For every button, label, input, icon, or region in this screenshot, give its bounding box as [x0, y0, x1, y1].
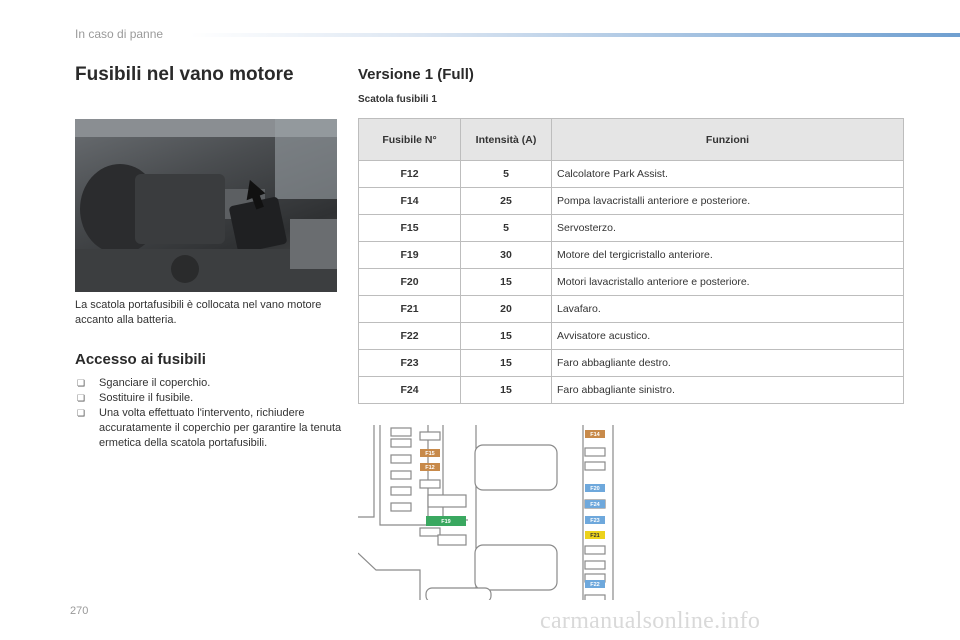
table-row: [359, 350, 904, 377]
fuse-number: F21: [359, 296, 461, 323]
fuse-number: F14: [359, 188, 461, 215]
fuse-amperage: 15: [461, 323, 552, 350]
table-row: [359, 269, 904, 296]
fuse-number: F12: [359, 161, 461, 188]
fuse-f14-label: F14: [590, 432, 600, 438]
page-title: Fusibili nel vano motore: [75, 64, 294, 85]
fuse-number: F23: [359, 350, 461, 377]
fuse-function: Motore del tergicristallo anteriore.: [552, 242, 904, 269]
fuse-f22-label: F22: [590, 582, 600, 588]
page-number: 270: [70, 605, 89, 617]
table-row: [359, 215, 904, 242]
fuse-function: Pompa lavacristalli anteriore e posteriore.: [552, 188, 904, 215]
table-row: [359, 161, 904, 188]
photo-caption: La scatola portafusibili è collocata nel vano motore accanto alla batteria.: [75, 299, 322, 326]
table-row: [359, 242, 904, 269]
fuse-function: Calcolatore Park Assist.: [552, 161, 904, 188]
fuse-amperage: 15: [461, 377, 552, 404]
list-item: [75, 376, 345, 391]
fuse-number: F22: [359, 323, 461, 350]
fuse-amperage: 5: [461, 215, 552, 242]
fuse-number: F15: [359, 215, 461, 242]
fuse-amperage: 15: [461, 269, 552, 296]
fuse-function: Motori lavacristallo anteriore e posteriore.: [552, 269, 904, 296]
step-text: Una volta effettuato l'intervento, richiudere accuratamente il coperchio per garantire la tenuta ermetica della scatola portafusibili.: [99, 407, 342, 449]
fuse-box-diagram: [358, 425, 618, 600]
fuse-amperage: 15: [461, 350, 552, 377]
fuse-amperage: 20: [461, 296, 552, 323]
fuse-table: [358, 118, 904, 404]
fuse-function: Servosterzo.: [552, 215, 904, 242]
fuse-function: Avvisatore acustico.: [552, 323, 904, 350]
header-rule: [190, 33, 960, 37]
checkbox-bullet-icon: ❏: [77, 393, 86, 403]
column-header-current: Intensità (A): [461, 119, 552, 161]
header-section-title: In caso di panne: [75, 27, 164, 41]
access-section-title: Accesso ai fusibili: [75, 351, 206, 368]
access-steps-list: [75, 376, 345, 451]
fuse-amperage: 5: [461, 161, 552, 188]
table-row: [359, 377, 904, 404]
engine-bay-photo: [75, 119, 337, 292]
fuse-box-title: Scatola fusibili 1: [358, 94, 437, 105]
fuse-f12-label: F12: [425, 465, 435, 471]
fuse-f20-label: F20: [590, 486, 600, 492]
checkbox-bullet-icon: ❏: [77, 378, 86, 388]
list-item: [75, 406, 345, 451]
checkbox-bullet-icon: ❏: [77, 408, 86, 418]
fuse-function: Faro abbagliante destro.: [552, 350, 904, 377]
fuse-number: F19: [359, 242, 461, 269]
table-row: [359, 296, 904, 323]
fuse-amperage: 25: [461, 188, 552, 215]
fuse-f24-label: F24: [590, 502, 600, 508]
fuse-f19-label: F19: [441, 519, 451, 525]
watermark-text: carmanualsonline.info: [540, 608, 761, 634]
table-header-row: [359, 119, 904, 161]
list-item: [75, 391, 345, 406]
fuse-function: Faro abbagliante sinistro.: [552, 377, 904, 404]
table-row: [359, 188, 904, 215]
table-row: [359, 323, 904, 350]
column-header-functions: Funzioni: [552, 119, 904, 161]
fuse-f21-label: F21: [590, 533, 600, 539]
fuse-amperage: 30: [461, 242, 552, 269]
version-title: Versione 1 (Full): [358, 66, 474, 83]
step-text: Sganciare il coperchio.: [99, 377, 211, 389]
step-text: Sostituire il fusibile.: [99, 392, 194, 404]
fuse-f23-label: F23: [590, 518, 600, 524]
fuse-number: F24: [359, 377, 461, 404]
column-header-fuse: Fusibile N°: [359, 119, 461, 161]
fuse-f15-label: F15: [425, 451, 435, 457]
fuse-function: Lavafaro.: [552, 296, 904, 323]
fuse-number: F20: [359, 269, 461, 296]
